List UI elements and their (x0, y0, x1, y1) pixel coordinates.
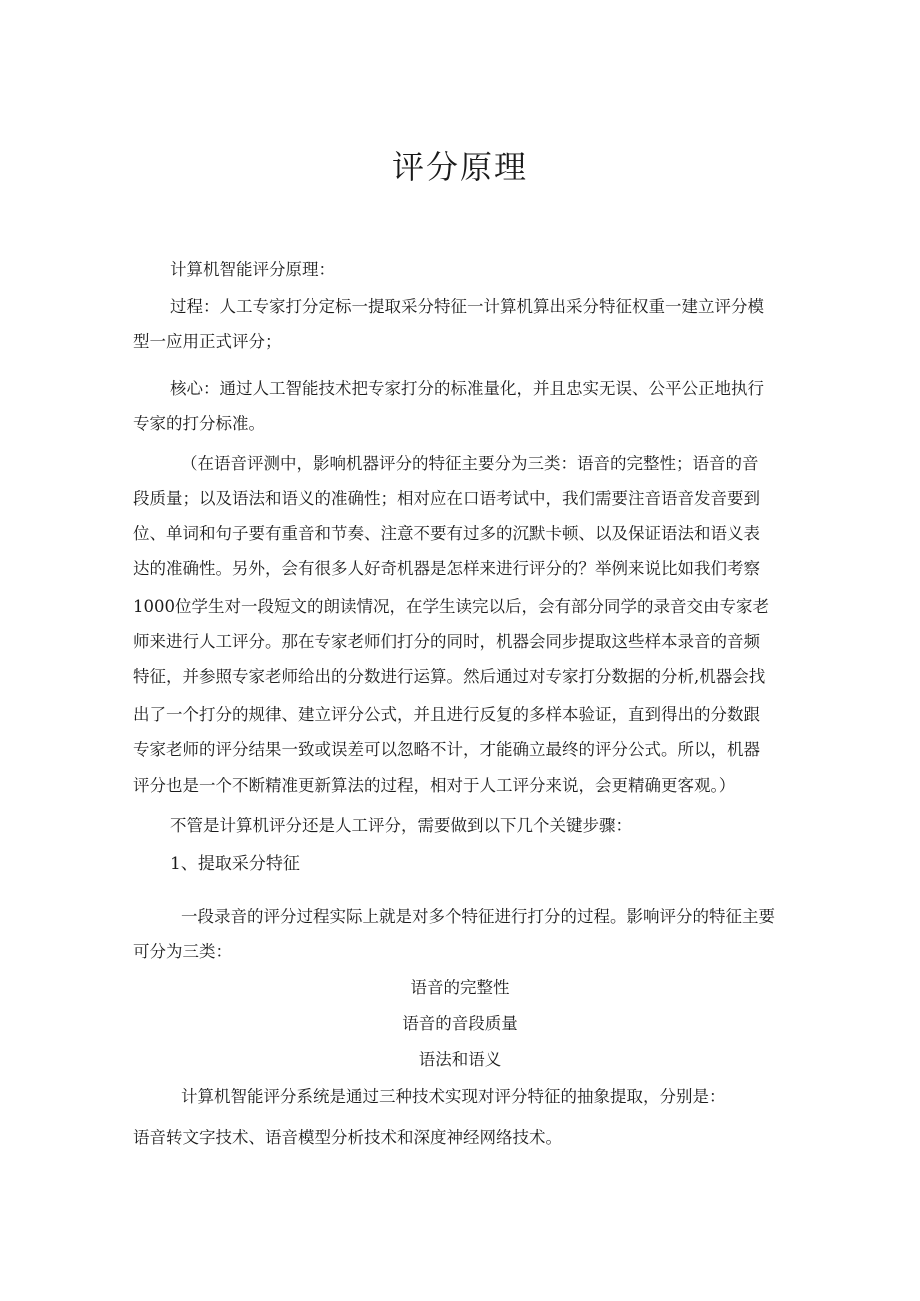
tech-line-1: 计算机智能评分系统是通过三种技术实现对评分特征的抽象提取，分别是： (181, 1087, 726, 1106)
steps-intro: 不管是计算机评分还是人工评分，需要做到以下几个关键步骤： (170, 816, 632, 835)
note-line: 评分也是一个不断精准更新算法的过程，相对于人工评分来说，会更精确更客观。） (133, 776, 736, 795)
note-line: 师来进行人工评分。那在专家老师们打分的同时，机器会同步提取这些样本录音的音频 (133, 632, 760, 651)
note-line: 1000位学生对一段短文的朗读情况，在学生读完以后，会有部分同学的录音交由专家老 (133, 597, 769, 616)
note-line: 段质量；以及语法和语义的准确性；相对应在口语考试中，我们需要注音语音发音要到 (133, 489, 760, 508)
process-line-2: 型一应用正式评分； (133, 332, 282, 351)
core-line-1: 核心：通过人工智能技术把专家打分的标准量化，并且忠实无误、公平公正地执行 (170, 379, 764, 398)
note-line: 出了一个打分的规律、建立评分公式，并且进行反复的多样本验证，直到得出的分数跟 (133, 705, 760, 724)
core-line-2: 专家的打分标准。 (133, 414, 265, 433)
note-line: 特征，并参照专家老师给出的分数进行运算。然后通过对专家打分数据的分析,机器会找 (133, 667, 766, 686)
feature-item: 语音的完整性 (410, 978, 510, 997)
section-1-para-line-2: 可分为三类： (133, 942, 232, 961)
note-line: （在语音评测中，影响机器评分的特征主要分为三类：语音的完整性；语音的音 (181, 454, 759, 473)
section-1-heading: 1、提取采分特征 (170, 854, 300, 874)
intro-heading: 计算机智能评分原理： (170, 260, 335, 279)
feature-item: 语音的音段质量 (402, 1014, 518, 1033)
note-line: 专家老师的评分结果一致或误差可以忽略不计，才能确立最终的评分公式。所以，机器 (133, 740, 760, 759)
feature-item: 语法和语义 (418, 1050, 502, 1069)
note-line: 达的准确性。另外，会有很多人好奇机器是怎样来进行评分的？举例来说比如我们考察 (133, 559, 760, 578)
note-line: 位、单词和句子要有重音和节奏、注意不要有过多的沉默卡顿、以及保证语法和语义表 (133, 524, 760, 543)
process-line-1: 过程：人工专家打分定标一提取采分特征一计算机算出采分特征权重一建立评分模 (170, 297, 764, 316)
section-1-para-line-1: 一段录音的评分过程实际上就是对多个特征进行打分的过程。影响评分的特征主要 (181, 907, 775, 926)
page-title: 评分原理 (391, 148, 528, 186)
tech-line-2: 语音转文字技术、语音模型分析技术和深度神经网络技术。 (133, 1128, 562, 1147)
